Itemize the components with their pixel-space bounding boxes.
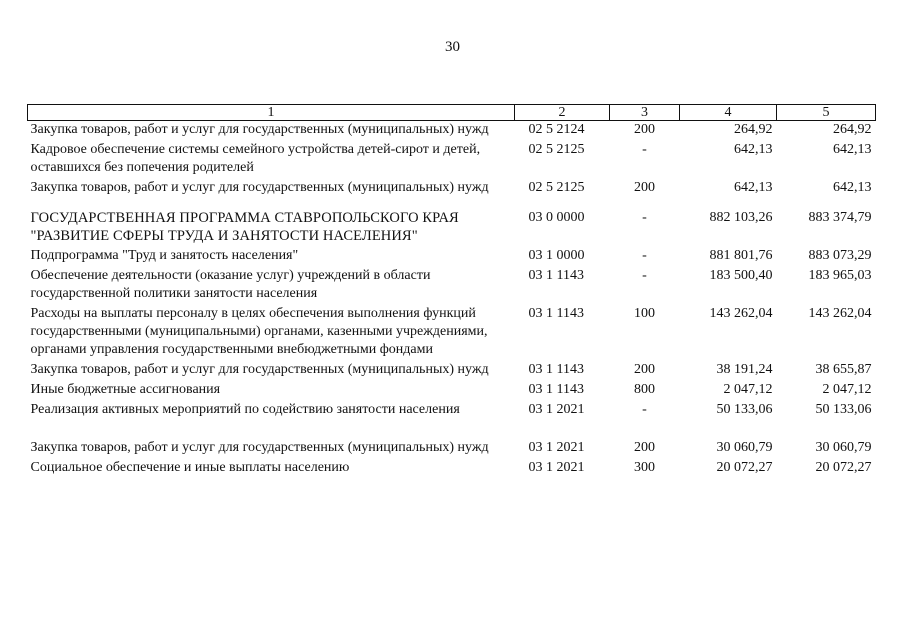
row-value-2: 642,13	[833, 180, 872, 195]
row-type: 200	[634, 180, 655, 195]
row-value-2: 642,13	[833, 142, 872, 157]
row-code: 03 1 2021	[528, 460, 585, 475]
row-code: 03 1 0000	[528, 248, 585, 263]
row-type: -	[642, 268, 647, 283]
row-value-2: 50 133,06	[815, 402, 872, 417]
row-value-1: 183 500,40	[709, 268, 773, 283]
row-name: Иные бюджетные ассигнования	[30, 382, 221, 397]
row-name: Подпрограмма "Труд и занятость населения"	[30, 248, 299, 263]
table-row	[28, 121, 876, 142]
table-row	[28, 267, 876, 305]
row-type: 200	[634, 440, 655, 455]
row-value-1: 642,13	[734, 180, 773, 195]
row-value-1: 38 191,24	[716, 362, 773, 377]
row-type: -	[642, 248, 647, 263]
row-type: 800	[634, 382, 655, 397]
row-value-1: 30 060,79	[716, 440, 773, 455]
row-value-2: 30 060,79	[815, 440, 872, 455]
header-col-1: 1	[28, 105, 515, 121]
row-value-2: 38 655,87	[815, 362, 872, 377]
table-row	[28, 421, 876, 459]
table-row-program	[28, 199, 876, 247]
row-value-1: 642,13	[734, 142, 773, 157]
row-value-2: 264,92	[833, 122, 872, 137]
table-row	[28, 361, 876, 381]
row-name: Закупка товаров, работ и услуг для государственных (муниципальных) нужд	[30, 122, 489, 137]
header-row	[28, 105, 876, 121]
row-type: -	[642, 142, 647, 157]
row-name: Закупка товаров, работ и услуг для государственных (муниципальных) нужд	[30, 180, 489, 195]
header-col-3: 3	[610, 105, 680, 121]
header-col-4: 4	[680, 105, 777, 121]
row-code: 03 1 1143	[528, 382, 584, 397]
row-value-1: 2 047,12	[723, 382, 773, 397]
row-name: Обеспечение деятельности (оказание услуг) учреждений в области государственной политики занятости населения	[30, 268, 431, 301]
row-name: Кадровое обеспечение системы семейного устройства детей-сирот и детей, оставшихся без попечения родителей	[30, 142, 481, 175]
row-code: 02 5 2125	[528, 142, 585, 157]
row-type: -	[642, 210, 647, 225]
table-row	[28, 141, 876, 179]
row-code: 03 1 2021	[528, 402, 585, 417]
row-value-2: 20 072,27	[815, 460, 872, 475]
table-row	[28, 305, 876, 361]
row-code: 03 1 1143	[528, 268, 584, 283]
row-name: Социальное обеспечение и иные выплаты населению	[30, 460, 350, 475]
table-row	[28, 247, 876, 267]
row-value-2: 2 047,12	[822, 382, 872, 397]
row-code: 02 5 2124	[528, 122, 585, 137]
row-value-2: 883 073,29	[808, 248, 872, 263]
header-col-2: 2	[515, 105, 610, 121]
row-value-2: 143 262,04	[808, 306, 872, 321]
row-value-2: 883 374,79	[808, 210, 872, 225]
row-value-1: 20 072,27	[716, 460, 773, 475]
row-code: 03 1 1143	[528, 306, 584, 321]
budget-table	[27, 104, 876, 479]
row-value-1: 881 801,76	[709, 248, 773, 263]
row-value-1: 143 262,04	[709, 306, 773, 321]
row-type: 100	[634, 306, 655, 321]
row-value-1: 264,92	[734, 122, 773, 137]
row-type: 300	[634, 460, 655, 475]
row-type: 200	[634, 362, 655, 377]
row-type: -	[642, 402, 647, 417]
row-name: Расходы на выплаты персоналу в целях обеспечения выполнения функций государственными (муниципальными) органами, казенными учреждениями, органами управления государственными внебюджетными фондами	[30, 306, 488, 357]
row-value-2: 183 965,03	[808, 268, 872, 283]
row-value-1: 882 103,26	[709, 210, 773, 225]
row-code: 03 1 1143	[528, 362, 584, 377]
row-value-1: 50 133,06	[716, 402, 773, 417]
table-row	[28, 179, 876, 199]
row-name: Закупка товаров, работ и услуг для государственных (муниципальных) нужд	[30, 440, 489, 455]
page-number: 30	[445, 39, 460, 55]
row-code: 03 0 0000	[528, 210, 585, 225]
row-type: 200	[634, 122, 655, 137]
row-name: Закупка товаров, работ и услуг для государственных (муниципальных) нужд	[30, 362, 489, 377]
row-code: 03 1 2021	[528, 440, 585, 455]
header-col-5: 5	[777, 105, 876, 121]
row-code: 02 5 2125	[528, 180, 585, 195]
row-name: Реализация активных мероприятий по содействию занятости населения	[30, 402, 460, 417]
table-row	[28, 401, 876, 421]
table-row	[28, 381, 876, 401]
row-name: ГОСУДАРСТВЕННАЯ ПРОГРАММА СТАВРОПОЛЬСКОГО КРАЯ "РАЗВИТИЕ СФЕРЫ ТРУДА И ЗАНЯТОСТИ НАСЕЛЕНИЯ"	[30, 210, 459, 244]
table-row	[28, 459, 876, 479]
